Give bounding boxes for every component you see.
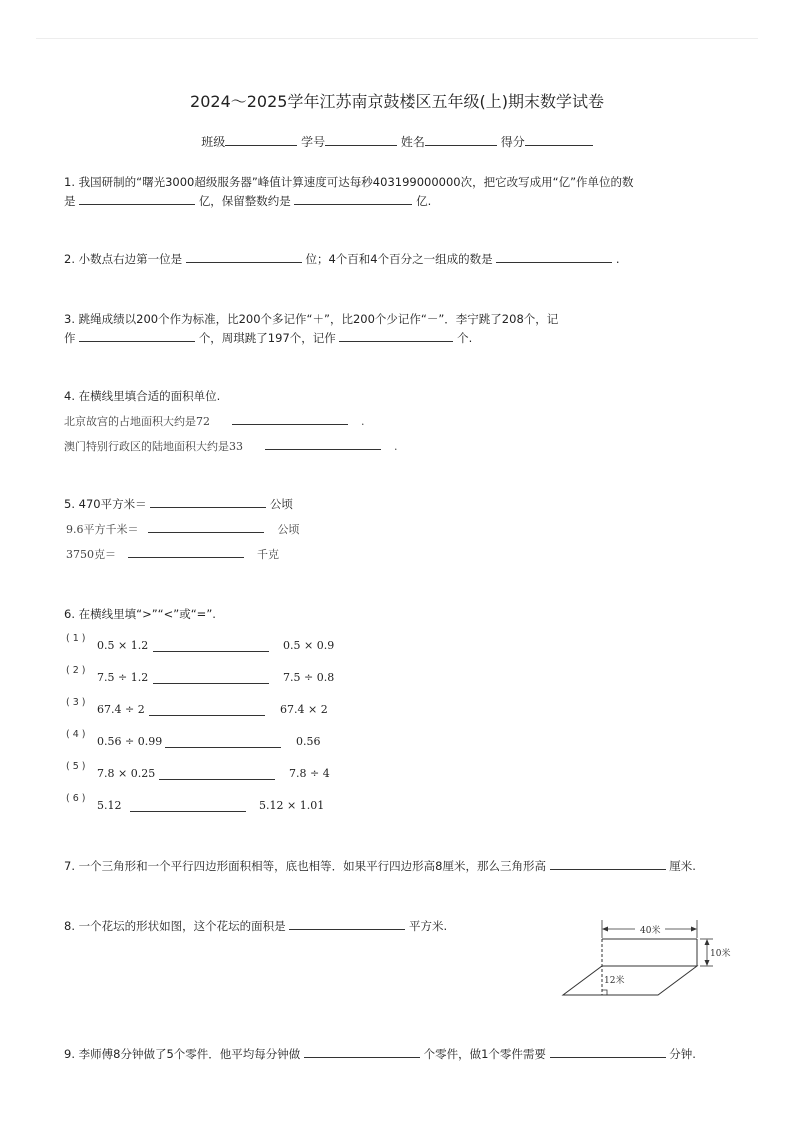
question-8-text: 8. 一个花坛的形状如图，这个花坛的面积是 (64, 919, 286, 933)
item-number: ( 6 ) (66, 793, 86, 804)
question-4b-end: . (394, 440, 398, 453)
question-2-pre: 2. 小数点右边第一位是 (64, 252, 183, 266)
student-id-field[interactable] (325, 134, 397, 146)
question-3-mid: 个，周琪跳了197个，记作 (198, 331, 336, 345)
answer-blank[interactable] (550, 1046, 666, 1058)
question-6-heading: 6. 在横线里填“>”“<”或“=”. (64, 607, 216, 621)
answer-blank[interactable] (496, 251, 612, 263)
question-4a (64, 412, 365, 431)
answer-blank[interactable] (265, 438, 381, 450)
page-title: 2024～2025学年江苏南京鼓楼区五年级(上)期末数学试卷 (190, 92, 604, 111)
question-9-end: 分钟. (669, 1047, 696, 1061)
question-5c (66, 545, 279, 564)
answer-blank[interactable] (232, 413, 348, 425)
left-expression: 7.5 ÷ 1.2 (97, 671, 149, 684)
question-9-text: 9. 李师傅8分钟做了5个零件．他平均每分钟做 (64, 1047, 301, 1061)
answer-blank[interactable] (153, 651, 269, 652)
right-expression: 67.4 × 2 (280, 703, 328, 716)
item-number: ( 4 ) (66, 729, 86, 740)
answer-blank[interactable] (130, 811, 246, 812)
question-4a-end: . (361, 415, 365, 428)
answer-blank[interactable] (294, 193, 412, 205)
question-4-heading: 4. 在横线里填合适的面积单位. (64, 389, 221, 403)
name-label: 姓名 (400, 135, 425, 149)
right-expression: 5.12 × 1.01 (259, 799, 325, 812)
question-7 (64, 857, 696, 876)
question-5a-text: 5. 470平方米＝ (64, 497, 147, 511)
header-divider (36, 38, 758, 39)
question-7-end: 厘米. (669, 859, 696, 873)
student-id-label: 学号 (301, 135, 326, 149)
item-number: ( 1 ) (66, 633, 86, 644)
question-1 (64, 173, 634, 211)
answer-blank[interactable] (149, 715, 265, 716)
question-7-text: 7. 一个三角形和一个平行四边形面积相等，底也相等．如果平行四边形高8厘米，那么三角形高 (64, 859, 546, 873)
answer-blank[interactable] (186, 251, 302, 263)
question-5b-text: 9.6平方千米＝ (66, 523, 139, 536)
left-expression: 5.12 (97, 799, 122, 812)
right-expression: 7.8 ÷ 4 (289, 767, 330, 780)
question-5a (64, 495, 293, 514)
answer-blank[interactable] (165, 747, 281, 748)
left-expression: 0.56 ÷ 0.99 (97, 735, 163, 748)
dimension-top: 40米 (640, 926, 661, 936)
answer-blank[interactable] (550, 858, 666, 870)
left-expression: 67.4 ÷ 2 (97, 703, 145, 716)
question-5a-end: 公顷 (269, 497, 293, 511)
flowerbed-figure (555, 912, 740, 1002)
item-number: ( 2 ) (66, 665, 86, 676)
dimension-right: 10米 (710, 949, 731, 959)
question-3 (64, 310, 558, 348)
question-3-text: 3. 跳绳成绩以200个作为标准，比200个多记作“＋”，比200个少记作“－”．李宁跳了208个，记 (64, 312, 559, 326)
left-expression: 0.5 × 1.2 (97, 639, 149, 652)
question-9 (64, 1045, 696, 1064)
question-5c-text: 3750克＝ (66, 548, 116, 561)
question-4a-text: 北京故宫的占地面积大约是72 (64, 415, 210, 428)
score-label: 得分 (500, 135, 525, 149)
item-number: ( 3 ) (66, 697, 86, 708)
question-3-pre: 作 (64, 331, 76, 345)
left-expression: 7.8 × 0.25 (97, 767, 156, 780)
answer-blank[interactable] (79, 330, 195, 342)
name-field[interactable] (425, 134, 497, 146)
answer-blank[interactable] (150, 496, 266, 508)
item-number: ( 5 ) (66, 761, 86, 772)
question-8-end: 平方米. (408, 919, 448, 933)
question-1-pre: 是 (64, 194, 76, 208)
question-5b (66, 520, 300, 539)
question-1-end: 亿. (416, 194, 432, 208)
question-1-text: 1. 我国研制的“曙光3000超级服务器”峰值计算速度可达每秒403199000000次，把它改写成用“亿”作单位的数 (64, 175, 634, 189)
question-2-end: . (615, 252, 620, 266)
question-8 (64, 917, 447, 936)
question-9-mid: 个零件，做1个零件需要 (423, 1047, 546, 1061)
question-3-end: 个. (457, 331, 473, 345)
question-4b-text: 澳门特别行政区的陆地面积大约是33 (64, 440, 243, 453)
class-field[interactable] (225, 134, 297, 146)
right-expression: 7.5 ÷ 0.8 (283, 671, 335, 684)
answer-blank[interactable] (159, 779, 275, 780)
class-label: 班级 (201, 135, 226, 149)
question-4b (64, 437, 398, 456)
student-info-line (0, 133, 794, 150)
answer-blank[interactable] (289, 918, 405, 930)
question-5c-end: 千克 (257, 548, 279, 561)
answer-blank[interactable] (339, 330, 453, 342)
question-1-mid: 亿，保留整数约是 (198, 194, 291, 208)
dimension-inner: 12米 (604, 976, 625, 986)
question-2 (64, 250, 620, 269)
answer-blank[interactable] (148, 521, 264, 533)
answer-blank[interactable] (128, 546, 244, 558)
answer-blank[interactable] (79, 193, 195, 205)
right-expression: 0.5 × 0.9 (283, 639, 335, 652)
question-5b-end: 公顷 (277, 523, 300, 536)
answer-blank[interactable] (153, 683, 269, 684)
question-2-mid: 位；4个百和4个百分之一组成的数是 (305, 252, 493, 266)
answer-blank[interactable] (304, 1046, 420, 1058)
score-field[interactable] (525, 134, 593, 146)
right-expression: 0.56 (296, 735, 321, 748)
